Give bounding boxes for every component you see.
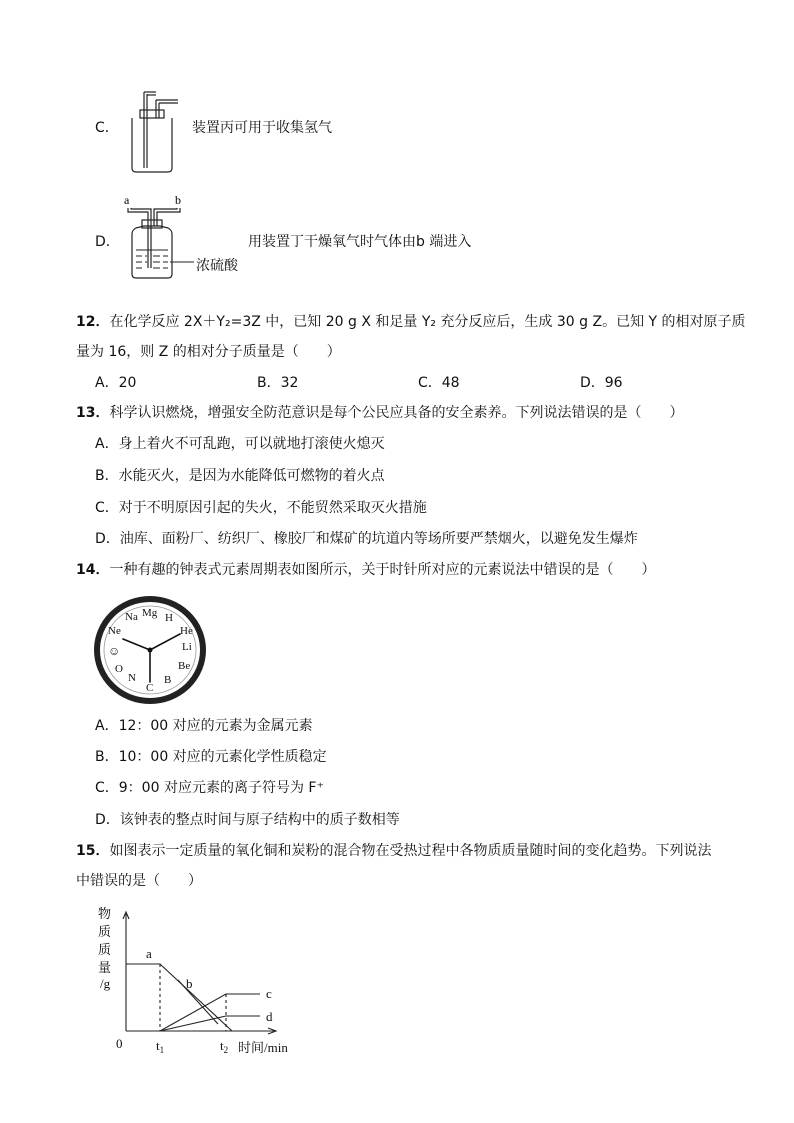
q13-option-a: A．身上着火不可乱跑，可以就地打滚使火熄灭	[95, 436, 385, 452]
q11-option-c-text: 装置丙可用于收集氢气	[192, 120, 332, 136]
q11-apparatus-c	[122, 86, 182, 174]
q12-option-a: A．20	[95, 375, 137, 391]
q13-stem	[76, 403, 766, 423]
clock-c: C	[146, 682, 154, 694]
q15-stem-line1: 如图表示一定质量的氧化铜和炭粉的混合物在受热过程中各物质质量随时间的变化趋势。下列说法	[109, 843, 712, 859]
q12-stem-line1: 在化学反应 2X＋Y₂=3Z 中，已知 20 g X 和足量 Y₂ 充分反应后，生成 30 g Z。已知 Y 的相对原子质	[109, 314, 746, 330]
x-axis-label: 时间/min	[238, 1040, 288, 1055]
q13-option-b: B．水能灭火，是因为水能降低可燃物的着火点	[95, 468, 385, 484]
y-label-2: 质	[98, 924, 112, 939]
clock-he: He	[180, 625, 193, 637]
q12-line1	[76, 312, 756, 332]
q14-stem	[76, 560, 766, 580]
q12-option-b: B．32	[257, 375, 299, 391]
label-b: b	[175, 193, 181, 207]
q14-option-c: C．9：00 对应元素的离子符号为 F⁺	[95, 780, 324, 796]
curve-d	[160, 1016, 260, 1031]
y-label-4: 量	[98, 960, 112, 975]
q11-option-d-letter: D．	[95, 234, 120, 250]
q13-option-c: C．对于不明原因引起的失火，不能贸然采取灭火措施	[95, 500, 427, 516]
q14-option-b: B．10：00 对应的元素化学性质稳定	[95, 749, 327, 765]
clock-mg: Mg	[142, 607, 158, 619]
curve-a-label: a	[146, 946, 152, 961]
curve-b-label: b	[186, 976, 193, 991]
y-label-1: 物	[98, 906, 112, 921]
q12-option-c: C．48	[418, 375, 460, 391]
q12-stem-line2: 量为 16，则 Z 的相对分子质量是（ ）	[76, 344, 341, 360]
q13-stem-text: 科学认识燃烧，增强安全防范意识是每个公民应具备的安全素养。下列说法错误的是（ ）	[109, 405, 684, 421]
t2-label: $t_2$	[220, 1038, 229, 1055]
mass-time-graph	[94, 900, 306, 1060]
q14-option-d: D．该钟表的整点时间与原子结构中的质子数相等	[95, 812, 400, 828]
q11-option-c-letter: C．	[95, 120, 119, 136]
q12-option-d: D．96	[580, 375, 623, 391]
curve-d-label: d	[266, 1009, 273, 1024]
clock-n: N	[128, 672, 136, 684]
y-label-5: /g	[100, 976, 111, 991]
clock-li: Li	[182, 641, 192, 653]
curve-c-label: c	[266, 986, 272, 1001]
acid-label: 浓硫酸	[196, 258, 238, 274]
q14-stem-text: 一种有趣的钟表式元素周期表如图所示，关于时针所对应的元素说法中错误的是（ ）	[109, 562, 656, 578]
q15-stem-line2: 中错误的是（ ）	[76, 873, 202, 889]
label-a: a	[124, 193, 130, 207]
curve-c	[160, 994, 260, 1031]
clock-ne: Ne	[108, 625, 121, 637]
q14-number: 14．	[76, 562, 110, 578]
q15-number: 15．	[76, 843, 110, 859]
clock-na: Na	[125, 611, 138, 623]
clock-be: Be	[178, 660, 191, 672]
t1-label: $t_1$	[156, 1038, 165, 1055]
q13-option-d: D．油库、面粉厂、纺织厂、橡胶厂和煤矿的坑道内等场所要严禁烟火，以避免发生爆炸	[95, 531, 638, 547]
origin-label: 0	[116, 1036, 123, 1051]
clock-o: O	[115, 663, 123, 675]
q15-line1	[76, 841, 766, 861]
q11-option-d-text: 用装置丁干燥氧气时气体由b 端进入	[248, 234, 472, 250]
element-clock	[94, 596, 206, 704]
q13-number: 13．	[76, 405, 110, 421]
q12-number: 12．	[76, 314, 110, 330]
clock-smile-icon: ☺	[108, 644, 121, 658]
clock-b: B	[164, 674, 172, 686]
q14-option-a: A．12：00 对应的元素为金属元素	[95, 718, 313, 734]
y-label-3: 质	[98, 942, 112, 957]
clock-h: H	[165, 612, 173, 624]
